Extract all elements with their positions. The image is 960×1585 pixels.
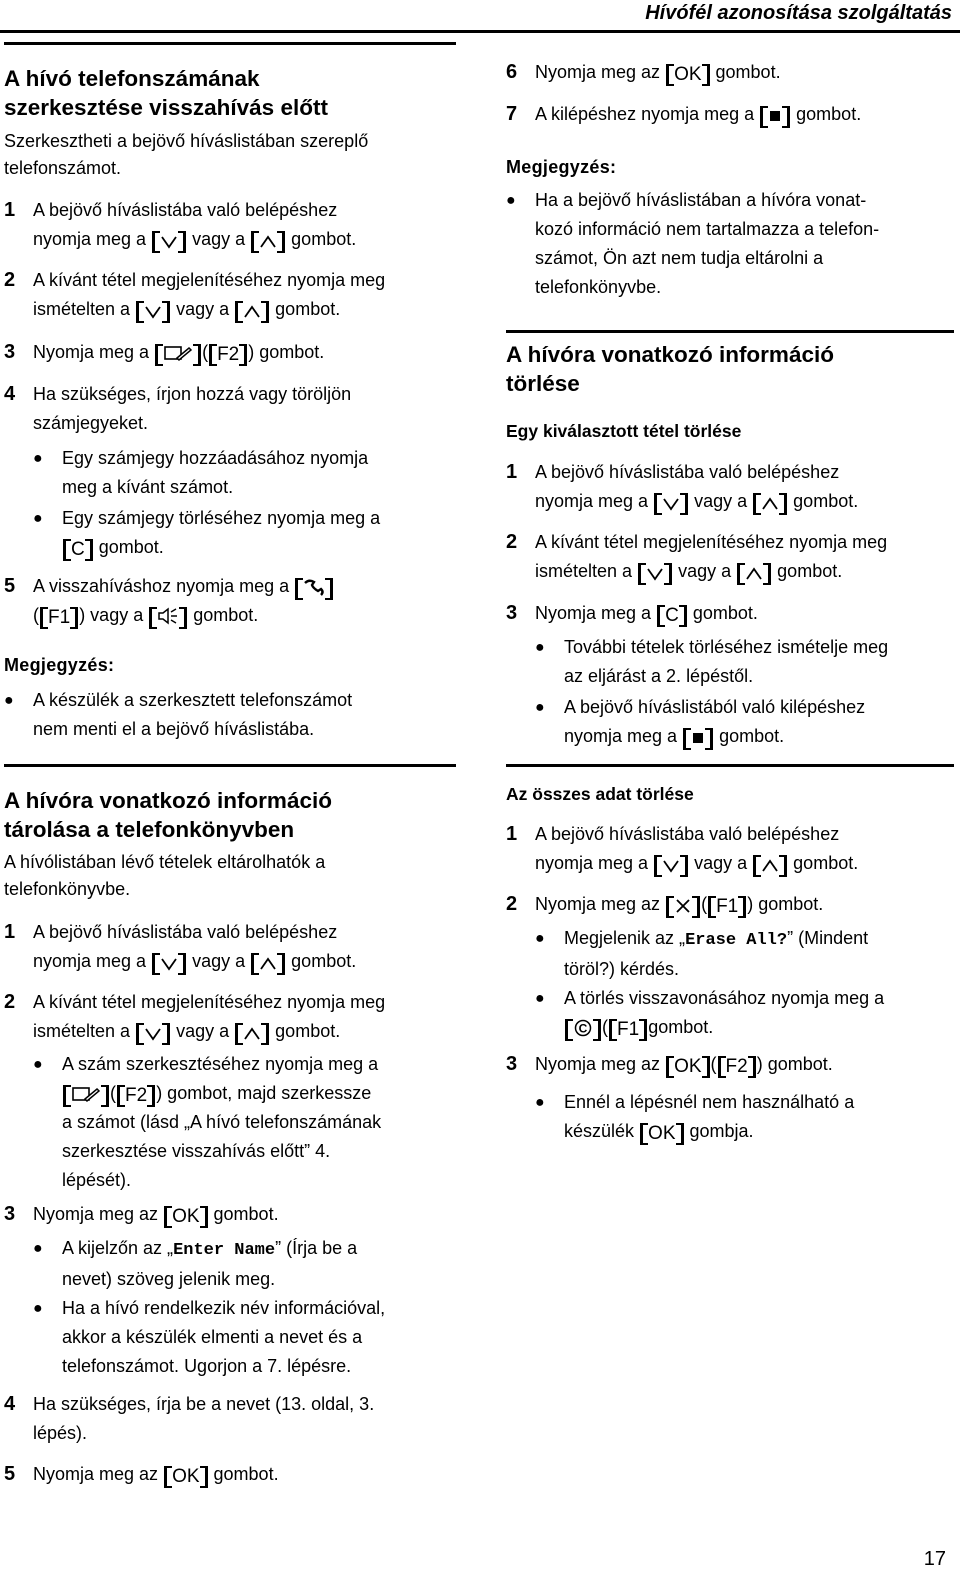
c-key: C [657,605,687,627]
f2-key: F2 [117,1085,155,1107]
header-rule [0,30,960,33]
title-line: törlése [506,371,580,396]
step-text: Nyomja meg az [33,1464,159,1484]
chevron-down-icon [662,859,680,873]
running-title: Hívófél azonosítása szolgáltatás [645,2,952,24]
f1-key: F1 [40,607,78,629]
section-title-delete-info [506,340,834,398]
bullet-icon: ● [535,639,545,656]
step-text: vagy a [192,951,246,971]
display-text: Enter Name [173,1241,276,1260]
note-text: Ha a bejövő híváslistában a hívóra vonat- [535,190,867,210]
up-key [753,855,787,877]
section-intro [4,128,368,182]
step-text: ) gombot. [248,342,325,362]
step-text: A visszahíváshoz nyomja meg a [33,576,290,596]
step-2 [4,988,385,1046]
up-key [737,563,771,585]
step-number: 1 [506,461,518,483]
up-key [251,953,285,975]
step-text: A kívánt tétel megjelenítéséhez nyomja meg [535,532,888,552]
bullet-text: Ha a hívó rendelkezik név információval, [62,1298,386,1318]
section-title-edit-number [4,64,328,122]
note-text: kozó információ nem tartalmazza a telefon- [535,219,880,239]
stop-square-icon [768,108,782,124]
step-5 [4,1460,279,1489]
step-text: számjegyeket. [33,413,149,433]
subsection-title: Egy kiválasztott tétel törlése [506,421,742,441]
step-number: 3 [506,1053,518,1075]
step-4 [4,380,351,438]
step-text: gombot. [275,1021,341,1041]
section-intro [4,849,325,903]
bullet-text: A szám szerkesztéséhez nyomja meg a [62,1054,379,1074]
bullet-text: gombot. [719,726,785,746]
bullet-text: töröl?) kérdés. [564,959,680,979]
step-text: gombot. [796,104,862,124]
chevron-down-icon [144,305,162,319]
svg-text:C: C [578,1021,588,1036]
bullet-icon: ● [33,510,43,527]
ok-key: OK [164,1206,207,1228]
step-text: gombot. [213,1464,279,1484]
off-key [760,106,790,128]
chevron-up-icon [259,957,277,971]
up-key [235,1023,269,1045]
f2-key: F2 [209,344,247,366]
chevron-up-icon [259,235,277,249]
bullet-text: A törlés visszavonásához nyomja meg a [564,988,885,1008]
ok-key: OK [640,1123,683,1145]
step-text: lépés). [33,1423,88,1443]
step-text: vagy a [176,1021,230,1041]
step-text: ) vagy a [79,605,144,625]
step-2: 2 Nyomja meg az ( F1 ) gombot. [506,890,823,919]
down-key [654,493,688,515]
off-key [683,728,713,750]
intro-line: Szerkesztheti a bejövő híváslistában szereplő [4,131,369,151]
step-5: 5 A visszahíváshoz nyomja meg a ( F1 ) vagy a gombot. [4,572,334,630]
bullet-add-digit [33,444,368,502]
chevron-down-icon [662,497,680,511]
section-rule [506,330,954,333]
bullet-enter-name [33,1234,357,1294]
bullet-text: ) gombot, majd szerkessze [156,1083,372,1103]
intro-line: A hívólistában lévő tételek eltárolhatók a [4,852,326,872]
bullet-delete-more [535,633,888,691]
page-number: 17 [923,1548,946,1570]
step-number: 5 [4,575,16,597]
step-number: 2 [506,531,518,553]
step-text: Ha szükséges, írja be a nevet (13. oldal, 3. [33,1394,375,1414]
note-text: A készülék a szerkesztett telefonszámot [33,690,353,710]
step-text: gombot. [275,299,341,319]
c-circle-key [565,1019,601,1041]
ok-key: OK [666,1056,709,1078]
step-number: 7 [506,103,518,125]
bullet-delete-digit [33,504,380,562]
chevron-down-icon [160,235,178,249]
step-number: 3 [4,341,16,363]
down-key [152,231,186,253]
note-text: számot, Ön azt nem tudja eltárolni a [535,248,824,268]
bullet-text: gombot. [98,537,164,557]
step-3 [4,1200,279,1229]
note-bullet [506,186,879,302]
step-text: gombot. [715,62,781,82]
bullet-text: lépését). [62,1170,132,1190]
step-3 [506,599,758,628]
down-key [136,1023,170,1045]
chevron-down-icon [646,567,664,581]
bullet-name-info [33,1294,385,1381]
step-2 [506,528,887,586]
step-text: vagy a [694,853,748,873]
bullet-text: akkor a készülék elmenti a nevet és a [62,1327,363,1347]
bullet-text: az eljárást a 2. lépéstől. [564,666,754,686]
note-text: nem menti el a bejövő híváslistába. [33,719,315,739]
step-text: Nyomja meg a [535,603,652,623]
section-title-store-phonebook [4,786,332,844]
bullet-text: ” (Mindent [787,928,869,948]
step-text: gombot. [291,951,357,971]
bullet-erase-all [535,924,868,984]
bullet-text: szerkesztése visszahívás előtt” 4. [62,1141,331,1161]
edit-icon [71,1085,101,1103]
step-text: vagy a [192,229,246,249]
close-icon [674,898,692,914]
title-line: A hívó telefonszámának [4,66,260,91]
bullet-text: készülék [564,1121,635,1141]
title-line: szerkesztése visszahívás előtt [4,95,328,120]
bullet-text: A kijelzőn az „ [62,1238,174,1258]
subsection-title: Az összes adat törlése [506,784,694,804]
f2-key: F2 [718,1056,756,1078]
step-number: 2 [4,269,16,291]
bullet-icon: ● [33,1056,43,1073]
c-key: C [63,539,93,561]
chevron-down-icon [144,1027,162,1041]
delete-key [666,896,700,918]
speaker-key [149,607,187,629]
step-text: Nyomja meg az [535,62,661,82]
chevron-up-icon [761,859,779,873]
bullet-text: gombja. [689,1121,754,1141]
step-text: Ha szükséges, írjon hozzá vagy töröljön [33,384,352,404]
step-1 [4,918,356,976]
bullet-icon: ● [506,192,516,209]
bullet-icon: ● [4,692,14,709]
step-text: Nyomja meg az [535,894,661,914]
stop-square-icon [691,730,705,746]
bullet-cancel-erase: ● A törlés visszavonásához nyomja meg a C ( F1 gombot. [535,984,884,1042]
step-text: Nyomja meg a [33,342,150,362]
ok-key: OK [666,64,709,86]
step-text: gombot. [692,603,758,623]
c-circle-icon [573,1019,593,1037]
chevron-up-icon [243,1027,261,1041]
talk-key [295,578,333,600]
bullet-text: telefonszámot. Ugorjon a 7. lépésre. [62,1356,352,1376]
step-text: ismételten a [33,299,131,319]
bullet-text: Megjelenik az „ [564,928,686,948]
speaker-icon [157,607,179,625]
step-number: 4 [4,1393,16,1415]
phone-talk-icon [303,578,325,596]
step-text: ) gombot. [756,1054,833,1074]
step-text: ) gombot. [747,894,824,914]
ok-key: OK [164,1466,207,1488]
bullet-icon: ● [535,930,545,947]
bullet-icon: ● [535,990,545,1007]
step-number: 1 [4,199,16,221]
bullet-text: ” (Írja be a [275,1238,358,1258]
title-line: A hívóra vonatkozó információ [506,342,834,367]
step-text: A bejövő híváslistába való belépéshez [33,200,338,220]
note-heading: Megjegyzés: [4,655,115,675]
note-text: telefonkönyvbe. [535,277,662,297]
chevron-up-icon [745,567,763,581]
section-rule [506,764,954,767]
chevron-down-icon [160,957,178,971]
bullet-text: Egy számjegy törléséhez nyomja meg a [62,508,381,528]
step-text: A kívánt tétel megjelenítéséhez nyomja meg [33,992,386,1012]
title-line: tárolása a telefonkönyvben [4,817,295,842]
note-heading: Megjegyzés: [506,157,617,177]
intro-line: telefonkönyvbe. [4,879,131,899]
step-text: A bejövő híváslistába való belépéshez [535,824,840,844]
down-key [152,953,186,975]
bullet-icon: ● [33,1300,43,1317]
down-key [638,563,672,585]
bullet-text: gombot. [648,1017,714,1037]
note-bullet [4,686,352,744]
step-number: 1 [4,921,16,943]
step-text: vagy a [694,491,748,511]
step-text: A kilépéshez nyomja meg a [535,104,755,124]
step-text: ismételten a [33,1021,131,1041]
section-rule [4,42,456,45]
step-text: vagy a [176,299,230,319]
step-text: gombot. [291,229,357,249]
step-text: gombot. [793,491,859,511]
bullet-icon: ● [33,1240,43,1257]
bullet-edit-number: ● A szám szerkesztéséhez nyomja meg a ( F2 ) gombot, majd szerkessze a számot (lásd „A hívó telefonszámának szerkesztése visszahívás előtt” 4. lépését). [33,1050,381,1195]
step-1 [506,820,858,878]
step-text: Nyomja meg az [535,1054,661,1074]
step-text: ismételten a [535,561,633,581]
step-number: 3 [506,602,518,624]
down-key [654,855,688,877]
bullet-text: meg a kívánt számot. [62,477,234,497]
up-key [753,493,787,515]
step-3: 3 Nyomja meg a ( F2 ) gombot. [4,338,324,367]
bullet-icon: ● [535,699,545,716]
chevron-up-icon [243,305,261,319]
edit-icon [163,344,193,362]
step-text: A bejövő híváslistába való belépéshez [535,462,840,482]
bullet-text: A bejövő híváslistából való kilépéshez [564,697,866,717]
display-text: Erase All? [685,931,788,950]
step-6 [506,58,781,87]
step-text: A kívánt tétel megjelenítéséhez nyomja meg [33,270,386,290]
step-2 [4,266,385,324]
step-text: nyomja meg a [33,229,147,249]
up-key [235,301,269,323]
bullet-text: nyomja meg a [564,726,678,746]
f1-key: F1 [708,896,746,918]
step-text: nyomja meg a [33,951,147,971]
step-text: nyomja meg a [535,853,649,873]
edit-key [155,344,201,366]
bullet-icon: ● [535,1094,545,1111]
step-number: 5 [4,1463,16,1485]
bullet-icon: ● [33,450,43,467]
section-rule [4,764,456,767]
step-number: 4 [4,383,16,405]
title-line: A hívóra vonatkozó információ [4,788,332,813]
step-1 [506,458,858,516]
step-number: 2 [506,893,518,915]
step-text: A bejövő híváslistába való belépéshez [33,922,338,942]
bullet-text: a számot (lásd „A hívó telefonszámának [62,1112,382,1132]
bullet-exit-list [535,693,865,751]
step-text: nyomja meg a [535,491,649,511]
bullet-text: További tételek törléséhez ismételje meg [564,637,889,657]
step-text: vagy a [678,561,732,581]
bullet-text: Ennél a lépésnél nem használható a [564,1092,855,1112]
step-text: gombot. [793,853,859,873]
step-text: gombot. [213,1204,279,1224]
step-number: 2 [4,991,16,1013]
step-number: 3 [4,1203,16,1225]
step-7 [506,100,861,129]
bullet-text: nevet) szöveg jelenik meg. [62,1269,276,1289]
bullet-text: Egy számjegy hozzáadásához nyomja [62,448,369,468]
step-4 [4,1390,374,1448]
step-number: 6 [506,61,518,83]
chevron-up-icon [761,497,779,511]
step-text: gombot. [777,561,843,581]
f1-key: F1 [609,1019,647,1041]
step-text: gombot. [193,605,259,625]
step-1 [4,196,356,254]
step-text: Nyomja meg az [33,1204,159,1224]
up-key [251,231,285,253]
bullet-ok-unusable [535,1088,854,1146]
down-key [136,301,170,323]
step-number: 1 [506,823,518,845]
step-3: 3 Nyomja meg az OK ( F2 ) gombot. [506,1050,833,1079]
edit-key [63,1085,109,1107]
intro-line: telefonszámot. [4,158,122,178]
